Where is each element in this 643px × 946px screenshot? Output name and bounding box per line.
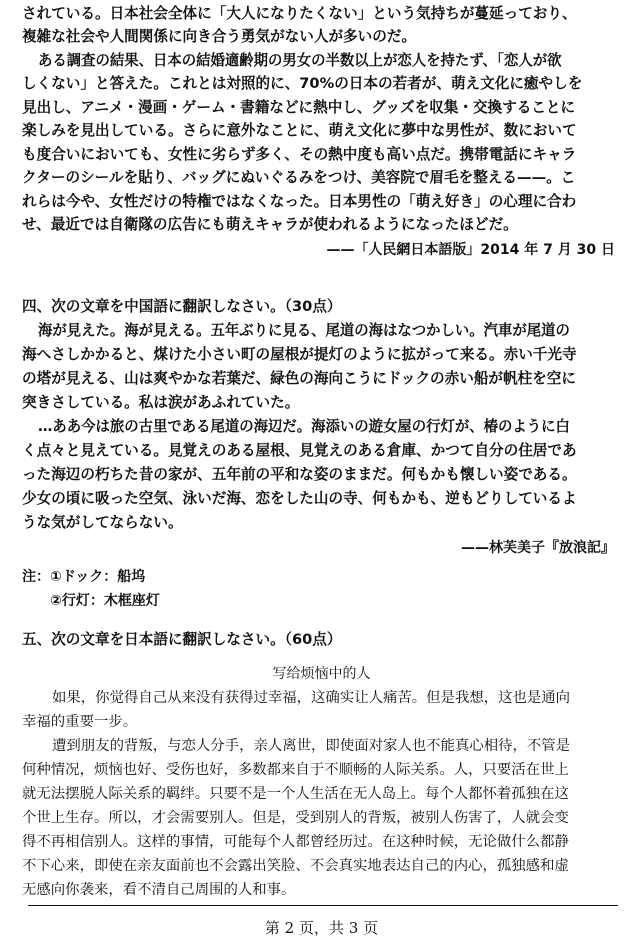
footer-divider [28, 905, 618, 906]
section3-line: クターのシールを貼り、バッグにぬいぐるみをつけ、美容院で眉毛を整える——。こ [22, 169, 576, 186]
section3-line: 見出し、アニメ・漫画・ゲーム・書籍などに熱中し、グッズを収集・交換することに [22, 99, 576, 116]
section4-line: うな気がしてならない。 [22, 514, 183, 531]
section4-source: ——林芙美子『放浪記』 [461, 540, 615, 556]
section4-line: …ああ今は旅の古里である尾道の海辺だ。海添いの遊女屋の行灯が、椿のように白 [38, 418, 570, 435]
section3-line: しくない」と答えた。これとは対照的に、70%の日本の若者が、萌え文化に癒やしを [22, 75, 583, 92]
section4-line: の塔が見える、山は爽やかな若葉だ、緑色の海向こうにドックの赤い船が帆柱を空に [22, 370, 576, 387]
section4-line: 少女の頃に吸った空気、泳いだ海、恋をした山の寺、何もかも、逆もどりしているよ [22, 490, 577, 507]
section4-line: 海が見えた。海が見える。五年ぶりに見る、尾道の海はなつかしい。汽車が尾道の [38, 322, 570, 339]
section3-line: れらは今や、女性だけの特権ではなくなった。日本男性の「萌え好き」の心理に合わ [22, 193, 577, 210]
section4-line: 海へさしかかると、煤けた小さい町の屋根が提灯のように拡がって来る。赤い千光寺 [22, 346, 577, 363]
section5-line: 幸福的重要一步。 [22, 714, 138, 730]
section5-line: 就无法摆脱人际关系的羁绊。只要不是一个人生活在无人岛上。每个人都怀着孤独在这 [22, 786, 569, 802]
section3-line: ある調査の結果、日本の結婚適齢期の男女の半数以上が恋人を持たず、「恋人が欲 [38, 52, 562, 69]
section3-line: せ、最近では自衛隊の広告にも萌えキャラが使われるようになったほどだ。 [22, 216, 518, 233]
section4-note: ②行灯：木框座灯 [50, 593, 160, 609]
section5-line: 不下心来，即使在亲友面前也不会露出笑脸、不会真实地表达自己的内心，孤独感和虚 [22, 858, 569, 874]
section5-line: 得不再相信别人。这样的事情，可能每个人都曾经历过。在这种时候，无论做什么都静 [22, 834, 569, 850]
section5-line: 如果，你觉得自己从来没有获得过幸福，这确实让人痛苦。但是我想，这也是通向 [52, 690, 571, 706]
page-number: 第 2 页，共 3 页 [264, 919, 379, 937]
section4-line: った海辺の朽ちた昔の家が、五年前の平和な姿のままだ。何もかも懐しい姿である。 [22, 466, 577, 483]
section4-note: 注：①ドック：船坞 [22, 569, 146, 585]
section5-line: 遭到朋友的背叛，与恋人分手，亲人离世，即使面对家人也不能真心相待，不管是 [52, 738, 571, 754]
section3-line: も度合いにおいても、女性に劣らず多く、その熱中度も高い点だ。携帯電話にキャラ [22, 146, 577, 163]
section5-heading: 五、次の文章を日本語に翻訳しなさい。（60点） [22, 631, 342, 648]
section3-line: 楽しみを見出している。さらに意外なことに、萌え文化に夢中な男性が、数において [22, 122, 577, 139]
section4-heading: 四、次の文章を中国語に翻訳しなさい。（30点） [22, 298, 342, 315]
section5-line: 无感向你袭来，看不清自己周围的人和事。 [22, 882, 296, 898]
section5-line: 何种情况，烦恼也好、受伤也好，多数都来自于不顺畅的人际关系。人，只要活在世上 [22, 762, 569, 778]
section4-line: く点々と見えている。見覚えのある屋根、見覚えのある倉庫、かつて自分の住居であ [22, 442, 577, 459]
section3-line: 複雑な社会や人間関係に向き合う勇気がない人が多いのだ。 [22, 28, 417, 45]
section4-line: 突きさしている。私は涙があふれていた。 [22, 394, 300, 411]
section3-line: されている。日本社会全体に「大人になりたくない」という気持ちが蔓延っており、 [22, 5, 577, 22]
section5-title: 写给烦恼中的人 [272, 666, 371, 682]
section5-line: 个世上生存。所以，才会需要别人。但是，受到别人的背叛，被别人伤害了，人就会变 [22, 810, 569, 826]
section3-source: ——「人民網日本語版」2014 年 7 月 30 日 [326, 242, 615, 258]
